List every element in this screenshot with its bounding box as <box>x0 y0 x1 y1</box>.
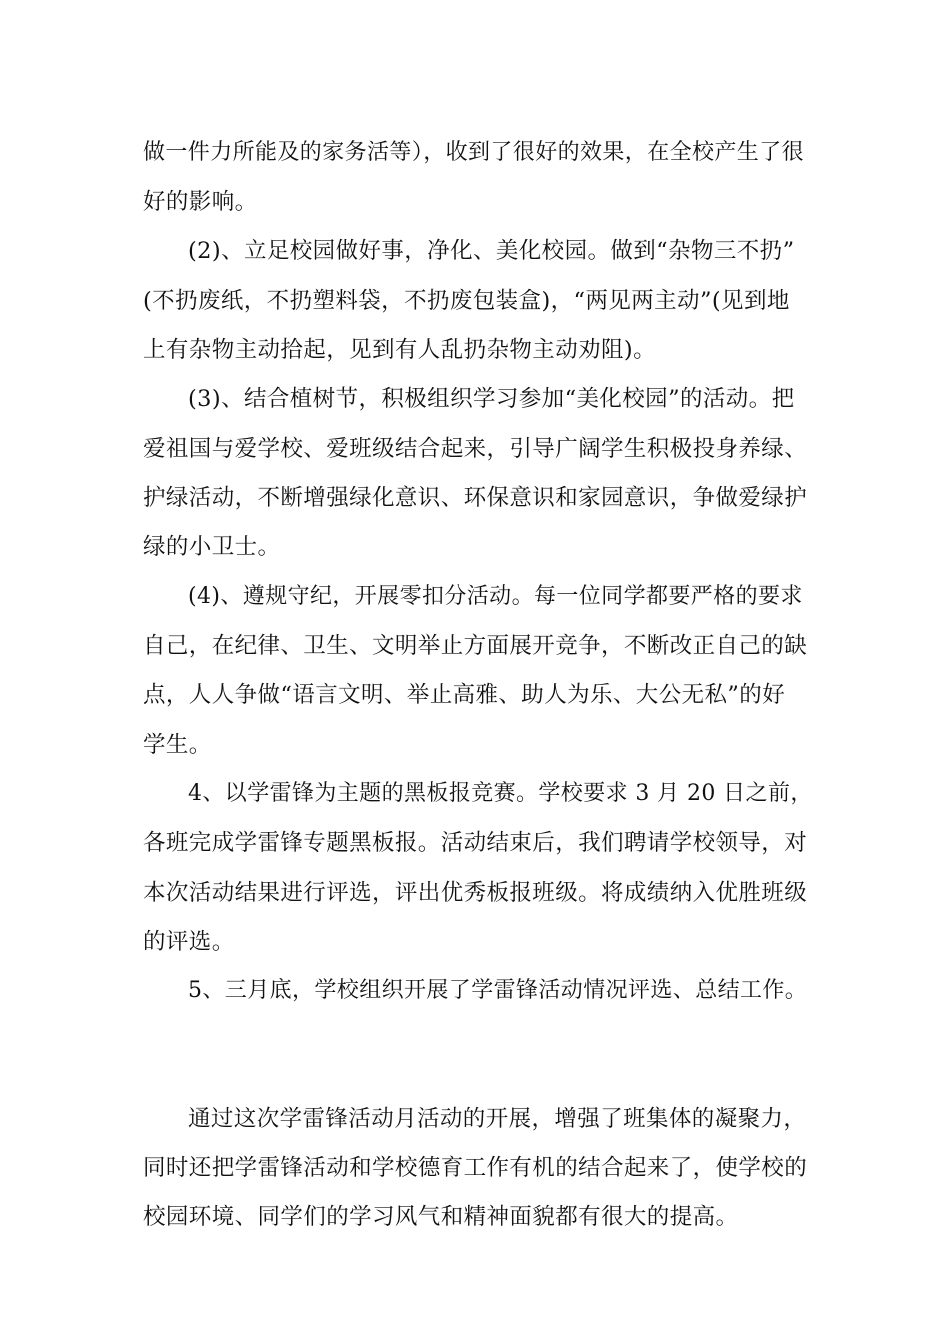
text-line: 同时还把学雷锋活动和学校德育工作有机的结合起来了，使学校的 <box>143 1155 808 1181</box>
text-line: 4、以学雷锋为主题的黑板报竞赛。学校要求 3 月 20 日之前， <box>188 781 813 806</box>
text-line: 做一件力所能及的家务活等），收到了很好的效果，在全校产生了很 <box>143 140 805 165</box>
text-line: 通过这次学雷锋活动月活动的开展，增强了班集体的凝聚力， <box>188 1106 807 1132</box>
text-line: 护绿活动，不断增强绿化意识、环保意识和家园意识，争做爱绿护 <box>143 485 808 511</box>
text-line: 的评选。 <box>143 929 235 955</box>
text-line: 各班完成学雷锋专题黑板报。活动结束后，我们聘请学校领导，对 <box>143 830 808 856</box>
text-line: 好的影响。 <box>143 189 258 215</box>
text-line: 校园环境、同学们的学习风气和精神面貌都有很大的提高。 <box>143 1204 739 1230</box>
text-line: (4)、遵规守纪，开展零扣分活动。每一位同学都要严格的要求 <box>188 584 803 609</box>
text-line: 爱祖国与爱学校、爱班级结合起来，引导广阔学生积极投身养绿、 <box>143 436 808 462</box>
text-line: 上有杂物主动拾起，见到有人乱扔杂物主动劝阻)。 <box>143 337 656 363</box>
text-line: 5、三月底，学校组织开展了学雷锋活动情况评选、总结工作。 <box>188 978 808 1003</box>
text-line: 点，人人争做“语言文明、举止高雅、助人为乐、大公无私”的好 <box>143 682 786 708</box>
text-line: 自己，在纪律、卫生、文明举止方面展开竞争，不断改正自己的缺 <box>143 633 808 659</box>
text-line: 本次活动结果进行评选，评出优秀板报班级。将成绩纳入优胜班级 <box>143 880 808 906</box>
text-line: (不扔废纸，不扔塑料袋，不扔废包装盒)，“两见两主动”(见到地 <box>143 288 790 314</box>
text-line: (3)、结合植树节，积极组织学习参加“美化校园”的活动。把 <box>188 386 795 412</box>
text-line: (2)、立足校园做好事，净化、美化校园。做到“杂物三不扔” <box>188 238 795 264</box>
text-line: 学生。 <box>143 732 212 758</box>
text-line: 绿的小卫士。 <box>143 534 281 560</box>
